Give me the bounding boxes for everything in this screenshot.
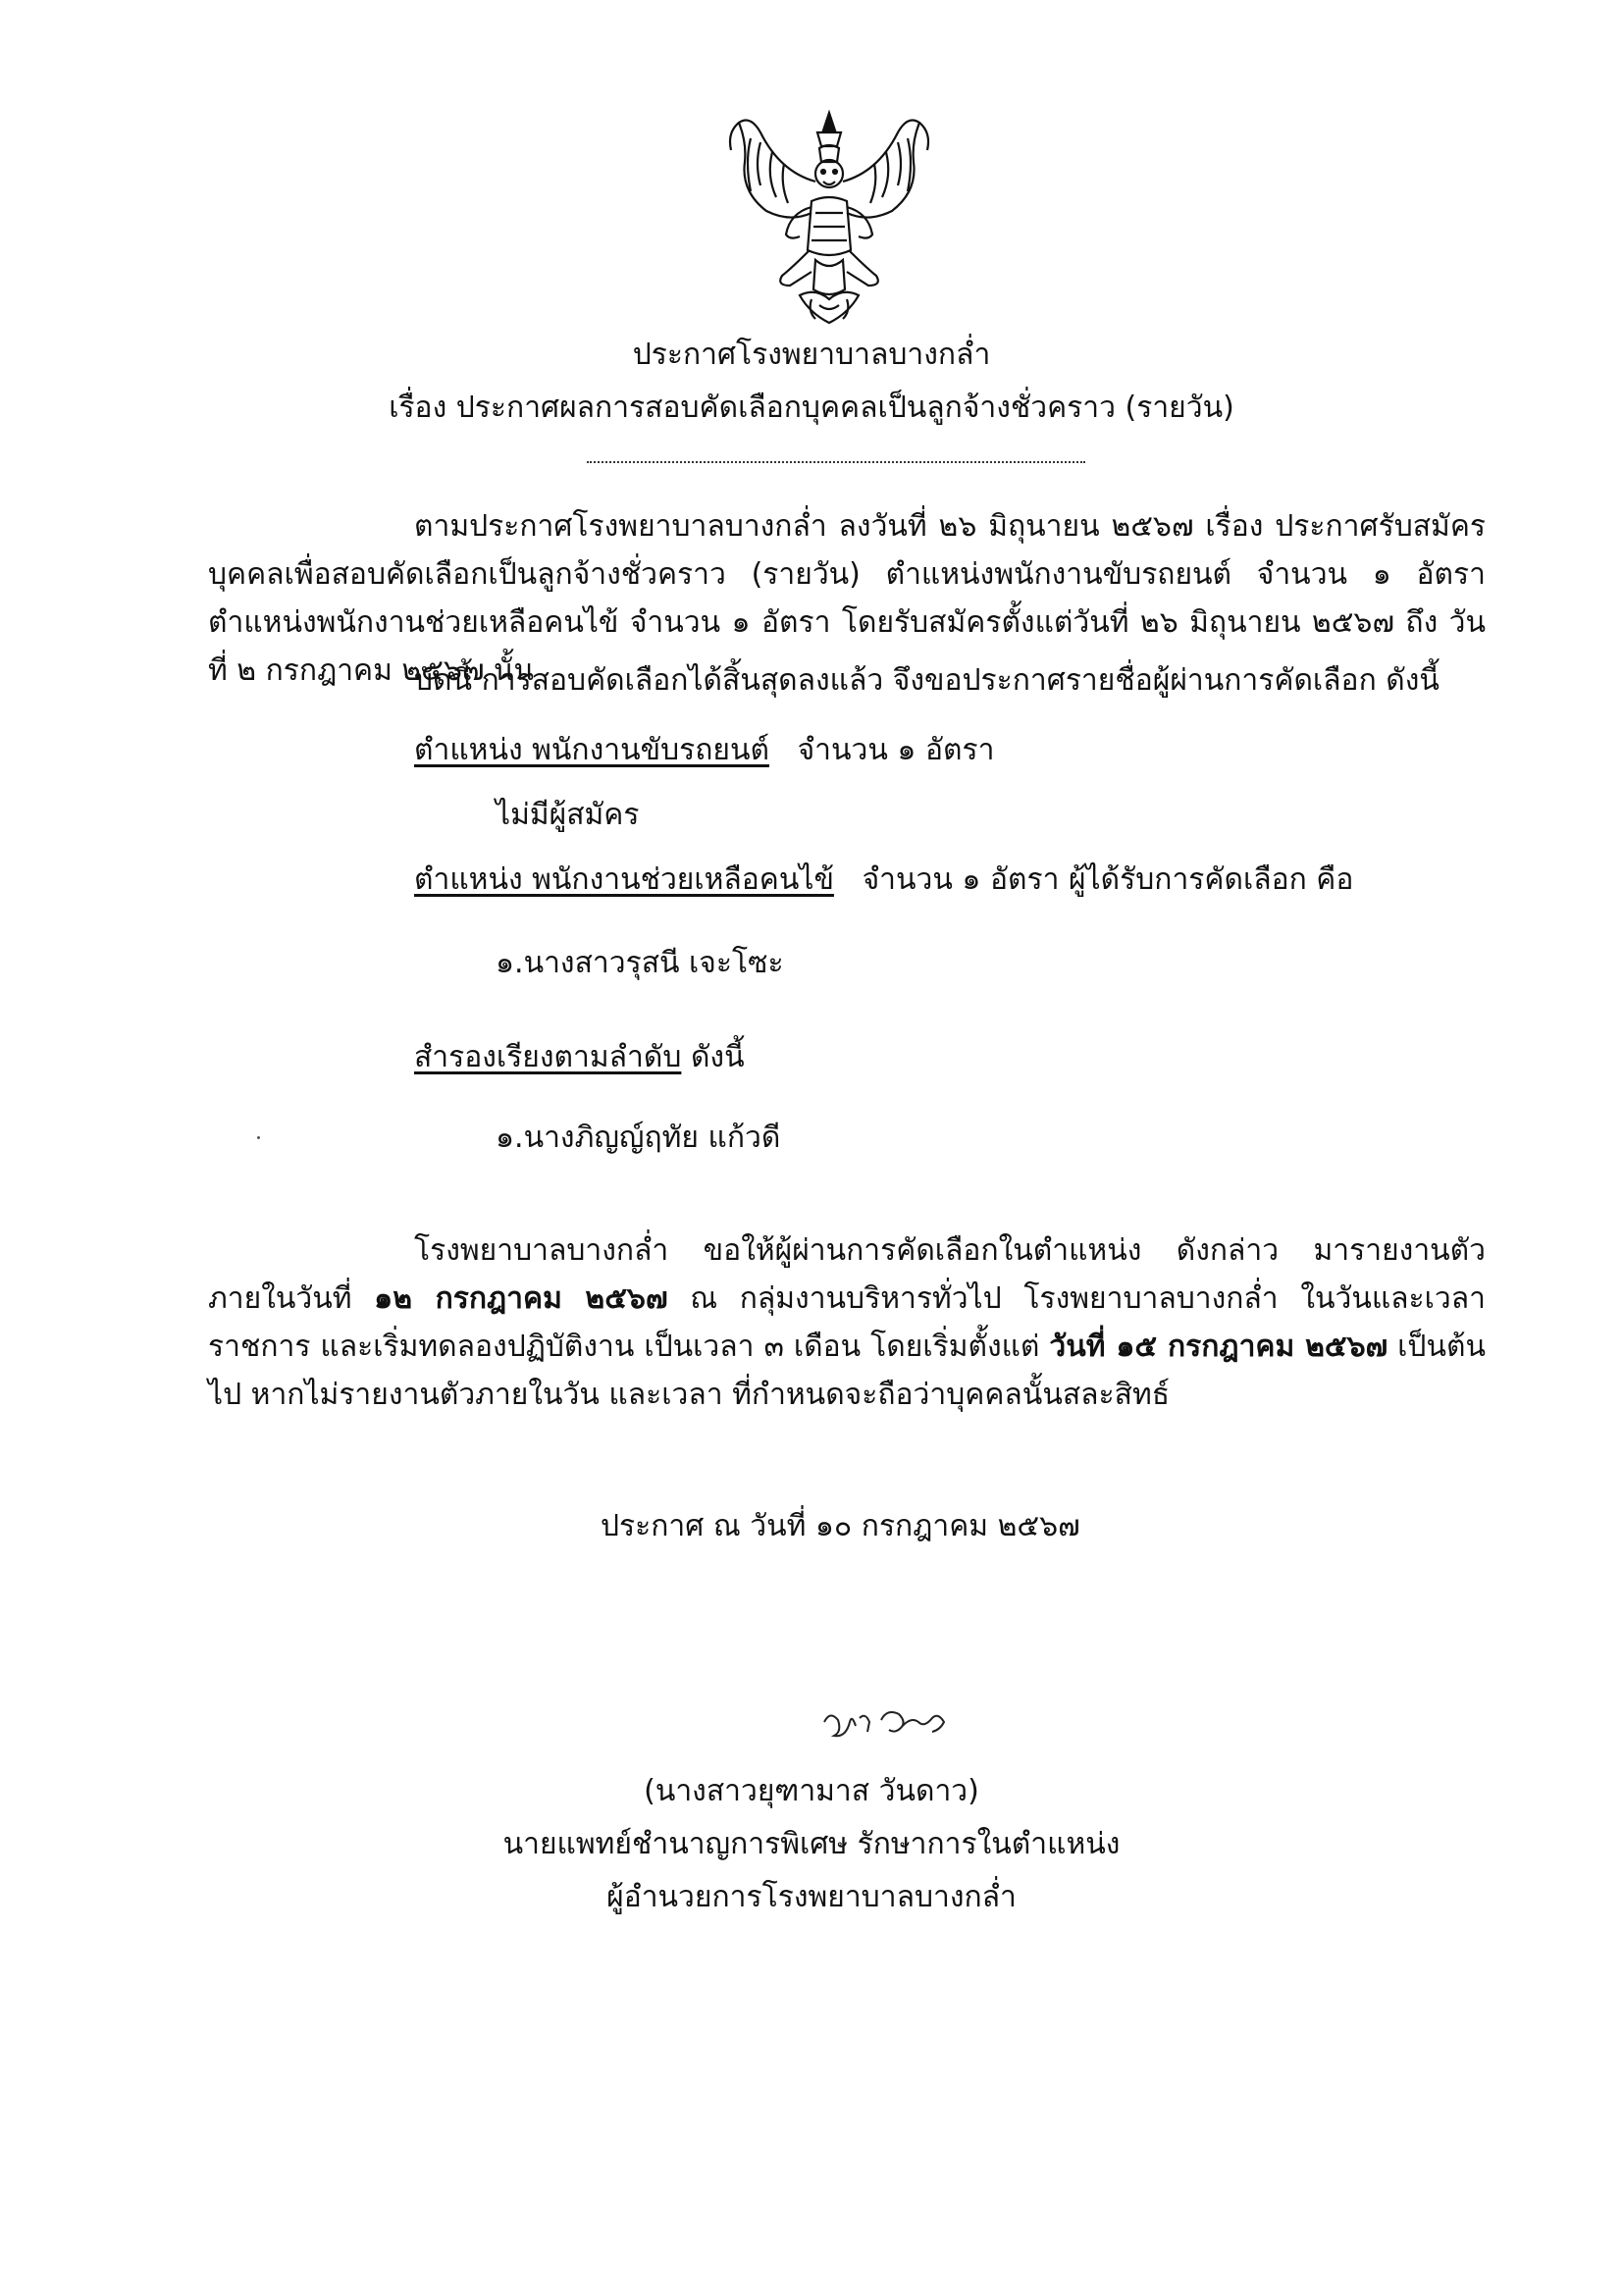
report-deadline-date: ๑๒ กรกฎาคม ๒๕๖๗ xyxy=(374,1281,668,1316)
reserve-suffix: ดังนี้ xyxy=(690,1040,745,1074)
notice-paragraph xyxy=(208,1226,1486,1419)
garuda-emblem-icon xyxy=(721,103,937,334)
position-2-label: ตำแหน่ง พนักงานช่วยเหลือคนไข้ xyxy=(414,862,834,897)
notice-text-c: ณ กลุ่มงานบริหารทั่วไป โรงพยาบาลบางกล่ำ ในวันและเวลาราชการ และเริ่มทดลองปฏิบัติงาน เป็นเวลา ๓ เดือน โดยเริ่มตั้งแต่ xyxy=(208,1281,1486,1364)
position-2-count: จำนวน ๑ อัตรา ผู้ได้รับการคัดเลือก คือ xyxy=(862,862,1354,897)
intro-text: ตามประกาศโรงพยาบาลบางกล่ำ ลงวันที่ ๒๖ มิถุนายน ๒๕๖๗ เรื่อง ประกาศรับสมัครบุคคลเพื่อสอบคัดเลือกเป็นลูกจ้างชั่วคราว (รายวัน) ตำแหน่งพนักงานขับรถยนต์ จำนวน ๑ อัตรา ตำแหน่งพนักงานช่วยเหลือคนไข้ จำนวน ๑ อัตรา โดยรับสมัครตั้งแต่วันที่ ๒๖ มิถุนายน ๒๕๖๗ ถึง วันที่ ๒ กรกฎาคม ๒๕๖๗ นั้น xyxy=(208,509,1486,688)
announcement-subject: เรื่อง ประกาศผลการสอบคัดเลือกบุคคลเป็นลูกจ้างชั่วคราว (รายวัน) xyxy=(389,391,1234,425)
signatory-title: ผู้อำนวยการโรงพยาบาลบางกล่ำ xyxy=(606,1880,1017,1914)
reserve-name: ๑.นางภิญญ์ฤทัย แก้วดี xyxy=(496,1121,781,1155)
intro-conclusion: บัดนี้ การสอบคัดเลือกได้สิ้นสุดลงแล้ว จึงขอประกาศรายชื่อผู้ผ่านการคัดเลือก ดังนี้ xyxy=(414,663,1440,698)
reserve-label: สำรองเรียงตามลำดับ xyxy=(414,1040,682,1074)
signatory-name: (นางสาวยุฑามาส วันดาว) xyxy=(644,1774,979,1808)
announcement-title: ประกาศโรงพยาบาลบางกล่ำ xyxy=(632,338,991,372)
position-1-count: จำนวน ๑ อัตรา xyxy=(797,733,995,767)
announcement-date: ประกาศ ณ วันที่ ๑๐ กรกฎาคม ๒๕๖๗ xyxy=(601,1509,1080,1543)
position-2-selected-name: ๑.นางสาวรุสนี เจะโซะ xyxy=(496,946,784,980)
position-1-label: ตำแหน่ง พนักงานขับรถยนต์ xyxy=(414,733,769,767)
scan-speck xyxy=(257,1136,260,1139)
start-date: วันที่ ๑๕ กรกฎาคม ๒๕๖๗ xyxy=(1049,1330,1388,1364)
position-2-heading xyxy=(414,861,1353,900)
position-1-result: ไม่มีผู้สมัคร xyxy=(496,798,640,832)
position-1-heading xyxy=(414,731,994,770)
signatory-position: นายแพทย์ชำนาญการพิเศษ รักษาการในตำแหน่ง xyxy=(502,1827,1121,1861)
handwritten-signature xyxy=(816,1693,964,1751)
notice-text-e: เป็นต้นไป หากไม่รายงานตัวภายในวัน และเวลา ที่กำหนดจะถือว่าบุคคลนั้นสละสิทธ์ xyxy=(208,1330,1486,1412)
notice-text-a: โรงพยาบาลบางกล่ำ ขอให้ผู้ผ่านการคัดเลือกในตำแหน่ง ดังกล่าว มารายงานตัว ภายในวันที่ xyxy=(208,1233,1486,1316)
separator-dotted-line xyxy=(587,461,1085,463)
reserve-heading xyxy=(414,1038,745,1077)
